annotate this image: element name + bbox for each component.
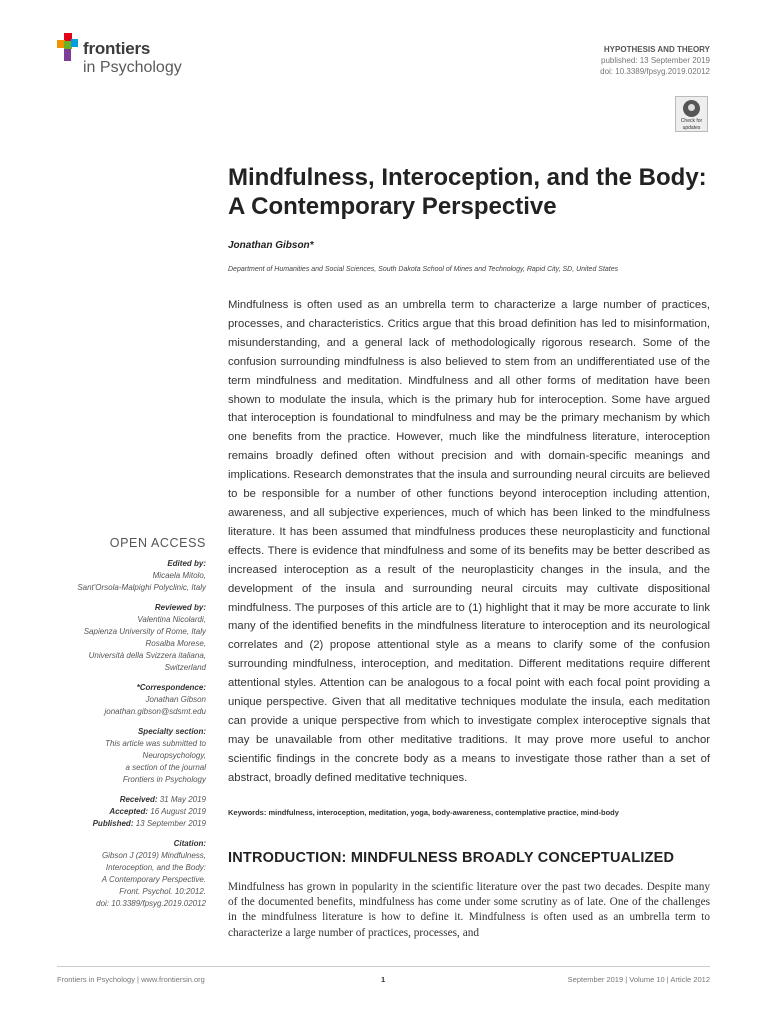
published-label: Published: bbox=[92, 819, 134, 828]
specialty-label: Specialty section: bbox=[137, 727, 206, 736]
footer-divider bbox=[57, 966, 710, 967]
correspondence-name: Jonathan Gibson bbox=[145, 695, 206, 704]
specialty-section bbox=[40, 726, 206, 786]
keywords-list: mindfulness, interoception, meditation, yoga, body-awareness, contemplative practice, mind-body bbox=[268, 808, 619, 817]
received-date bbox=[40, 794, 206, 806]
received-value: 31 May 2019 bbox=[159, 795, 206, 804]
accepted-value: 16 August 2019 bbox=[150, 807, 206, 816]
keywords bbox=[228, 808, 710, 817]
reviewer-name[interactable]: Valentina Nicolardi, bbox=[137, 615, 206, 624]
crossmark-label-line2: updates bbox=[682, 125, 701, 131]
citation-line: Gibson J (2019) Mindfulness, bbox=[101, 851, 206, 860]
correspondence-email-link[interactable]: jonathan.gibson@sdsmt.edu bbox=[104, 707, 206, 716]
editor-name[interactable]: Micaela Mitolo, bbox=[152, 571, 206, 580]
published-date-sidebar bbox=[40, 818, 206, 830]
citation-line: Interoception, and the Body: bbox=[105, 863, 206, 872]
reviewed-by-label: Reviewed by: bbox=[154, 603, 206, 612]
author-name[interactable]: Jonathan Gibson* bbox=[228, 240, 314, 251]
journal-name: frontiers bbox=[83, 39, 151, 58]
citation-label: Citation: bbox=[173, 839, 206, 848]
edited-by-label: Edited by: bbox=[167, 559, 206, 568]
reviewer-affiliation: Switzerland bbox=[164, 663, 206, 672]
citation-doi-link[interactable]: doi: 10.3389/fpsyg.2019.02012 bbox=[96, 899, 206, 908]
section-heading: INTRODUCTION: MINDFULNESS BROADLY CONCEPTUALIZED bbox=[228, 850, 675, 866]
reviewer-name[interactable]: Rosalba Morese, bbox=[145, 639, 206, 648]
edited-by-section bbox=[40, 558, 206, 594]
article-type: HYPOTHESIS AND THEORY bbox=[603, 45, 710, 54]
published-value: 13 September 2019 bbox=[135, 819, 206, 828]
crossmark-label-line1: Check for bbox=[680, 118, 703, 124]
footer-issue-info: September 2019 | Volume 10 | Article 2012 bbox=[567, 975, 710, 984]
check-for-updates-badge[interactable] bbox=[675, 96, 708, 132]
specialty-line: a section of the journal bbox=[125, 763, 206, 772]
page-number: 1 bbox=[381, 975, 386, 984]
citation-line: A Contemporary Perspective. bbox=[101, 875, 206, 884]
published-date: published: 13 September 2019 bbox=[601, 56, 710, 65]
specialty-line: Neuropsychology, bbox=[142, 751, 206, 760]
reviewed-by-section bbox=[40, 602, 206, 674]
editor-affiliation: Sant'Orsola-Malpighi Polyclinic, Italy bbox=[77, 583, 206, 592]
abstract-text: Mindfulness is often used as an umbrella term to characterize a large number of practices, processes, and characteristics. Critics argue that this broad definition has led to misinformation, misunderstanding, and a general lack of methodologically rigorous research. Some of the confusion surrounding mindfulness is also believed to stem from an undifferentiated use of the term mindfulness and meditation. Mindfulness and all other forms of meditation have been shown to modulate the insula, which is the primary hub for interoception. Some have argued that interoception is foundational to mindfulness and may be the primary mechanism by which one benefits from the practice. However, much like the mindfulness literature, interoception remains broadly defined often without precision and with domain-specific meanings and implications. Research demonstrates that the insula and surrounding neural circuits are believed to be responsible for a number of other functions beyond interoception including attention, awareness, and all subjective experiences, much of which has been linked to the mindfulness literature. It has been assumed that mindfulness produces these neuroplasticity and functional effects. There is evidence that mindfulness and some of its benefits may be better described as increased interoception as a result of the neuroplasticity changes in the insula, and the development of the insula and surrounding neural circuits may cultivate dispositional mindfulness. The purposes of this article are to (1) highlight that it may be more accurate to link many of the identified benefits in the mindfulness literature to interoception and its neurological correlates and (2) propose attentional style as a means to clarify some of the confusion surrounding mindfulness, interoception, and meditation. Different meditations require different attentional styles. Attention can be analogous to a focal point with each focal point providing a unique perspective. Given that all meditative techniques modulate the insula, each meditation can provide a unique perspective from which to investigate complex interoceptive signals that may be unavailable from other meditative traditions. It may prove more useful to anchor scientific findings in the concrete body as a means to investigate those rather than a set of abstract, broadly defined meditative techniques. bbox=[228, 299, 710, 784]
journal-logo[interactable] bbox=[57, 33, 207, 79]
open-access-label: OPEN ACCESS bbox=[109, 536, 206, 550]
dates-section bbox=[40, 794, 206, 830]
citation-section bbox=[40, 838, 206, 910]
journal-subname: in Psychology bbox=[83, 59, 182, 76]
intro-paragraph: Mindfulness has grown in popularity in the scientific literature over the past two decades. Despite many of the documented benefits, mindfulness has come under some scrutiny as of late. One of the challenges in the mindfulness literature is how to define it. Mindfulness is often used as an umbrella term to characterize a large number of practices, processes, and bbox=[228, 881, 710, 939]
footer-journal-link[interactable]: Frontiers in Psychology | www.frontiersin.org bbox=[57, 975, 205, 984]
correspondence-label: *Correspondence: bbox=[136, 683, 206, 692]
article-header-info bbox=[600, 44, 710, 77]
article-info-sidebar bbox=[40, 537, 206, 918]
author-affiliation: Department of Humanities and Social Sciences, South Dakota School of Mines and Technology, Rapid City, SD, United States bbox=[228, 266, 619, 273]
article-title: Mindfulness, Interoception, and the Body: A Contemporary Perspective bbox=[228, 164, 707, 220]
crossmark-icon bbox=[683, 100, 700, 117]
reviewer-affiliation: Università della Svizzera italiana, bbox=[88, 651, 206, 660]
accepted-date bbox=[40, 806, 206, 818]
doi: doi: 10.3389/fpsyg.2019.02012 bbox=[600, 67, 710, 76]
citation-line: Front. Psychol. 10:2012. bbox=[119, 887, 206, 896]
keywords-label: Keywords: bbox=[228, 808, 267, 817]
specialty-line: This article was submitted to bbox=[105, 739, 206, 748]
reviewer-affiliation: Sapienza University of Rome, Italy bbox=[83, 627, 206, 636]
frontiers-logo-icon bbox=[57, 33, 79, 63]
correspondence-section bbox=[40, 682, 206, 718]
specialty-line: Frontiers in Psychology bbox=[122, 775, 206, 784]
accepted-label: Accepted: bbox=[109, 807, 149, 816]
received-label: Received: bbox=[119, 795, 158, 804]
